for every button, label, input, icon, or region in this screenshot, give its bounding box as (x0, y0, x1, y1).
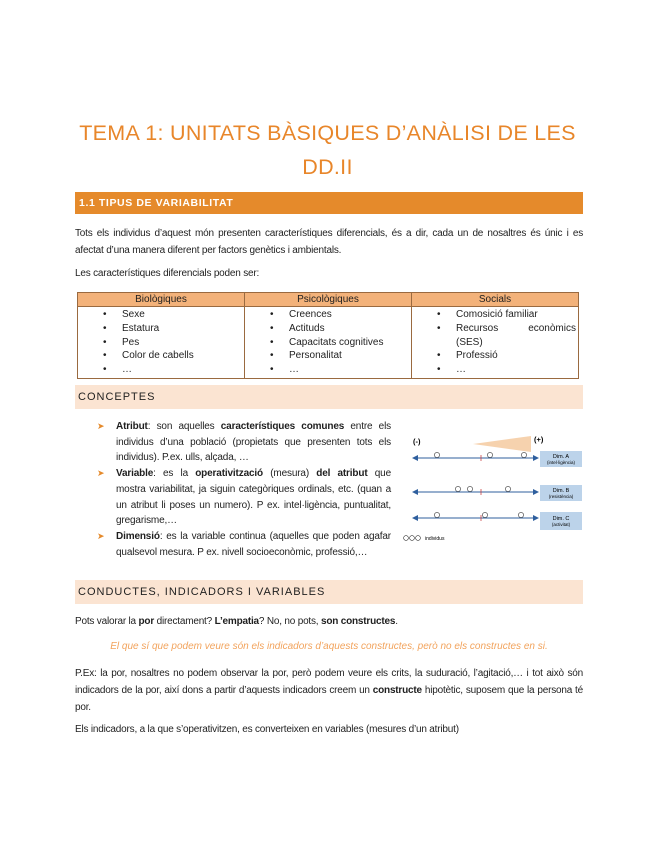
dim-a-label: Dim. A (552, 454, 570, 460)
concept-text: : es la variable continua (aquelles que poden agafar qualsevol mesura. P ex. nivell socioeconòmic, professió,… (116, 530, 391, 558)
table-header-biological: Biològiques (78, 293, 245, 307)
paragraph-text: hipotètic, suposem que la persona té por. (75, 685, 583, 713)
legend-person-icon (416, 536, 421, 541)
psychological-cell (245, 307, 412, 379)
list-item: • Capacitats cognitives (245, 336, 409, 350)
paragraph-text: . (395, 616, 398, 627)
list-item-justified-line (456, 322, 576, 336)
intro-paragraph: Tots els individus d’aquest món presenten característiques diferencials, és a dir, cada un de nosaltres és únic i es afectat d’una manera diferent per factors genètics i ambientals. (75, 228, 583, 256)
dim-b-sublabel: (resistència) (548, 494, 574, 499)
person-icon (505, 486, 510, 491)
paragraph-text: Pots valorar la (75, 616, 139, 627)
list-item: • … (245, 363, 409, 377)
person-icon (455, 486, 460, 491)
concept-text: (mesura) (263, 468, 317, 480)
list-item (412, 322, 576, 350)
concept-text: entre els individus d’una població (propietats que presenten tots els individus). P.ex. ulls, alçada, … (116, 421, 391, 464)
conductes-paragraph-3: Els indicadors, a la que s’operativitzen, es converteixen en variables (mesures d’un atribut) (75, 724, 459, 735)
concept-emphasis: operativització (195, 468, 263, 480)
list-item: • … (78, 363, 242, 377)
dim-b-label: Dim. B (552, 488, 570, 494)
list-item: • … (412, 363, 576, 377)
arrow-bullet-icon: ➤ (97, 530, 105, 541)
concept-term: Variable (116, 468, 154, 480)
arrow-bullet-icon: ➤ (97, 468, 105, 479)
list-item-text: (SES) (456, 336, 483, 348)
biological-cell (78, 307, 245, 379)
person-icon (482, 512, 487, 517)
paragraph-emphasis: por (138, 616, 155, 627)
characteristics-table (77, 292, 579, 379)
concepts-list (97, 419, 391, 560)
concept-text: que mostra variabilitat, ja siguin categòriques ordinals, etc. (quan a un atribut li poses un numero). P ex. intel·ligència, puntualitat, gregarisme,… (116, 468, 391, 527)
list-item: • Professió (412, 349, 576, 363)
person-icon (434, 452, 439, 457)
paragraph-emphasis: constructe (372, 685, 422, 696)
concept-atribut (97, 419, 391, 466)
concept-variable (97, 466, 391, 529)
page-title (60, 116, 595, 184)
concept-text: : son aquelles (147, 421, 221, 432)
paragraph-emphasis: L’empatia (214, 616, 259, 627)
legend-person-icon (410, 536, 415, 541)
list-item: • Estatura (78, 322, 242, 336)
dim-b-individuals (455, 486, 510, 495)
figure-plus-label: (+) (534, 435, 544, 444)
lead-paragraph: Les característiques diferencials poden ser: (75, 268, 260, 279)
person-icon (487, 452, 492, 457)
list-item: • Pes (78, 336, 242, 350)
psychological-list (245, 308, 409, 377)
table-header-social: Socials (412, 293, 579, 307)
person-icon (434, 512, 439, 517)
figure-minus-label: (-) (413, 437, 421, 446)
paragraph-emphasis: son constructes (320, 616, 396, 627)
page-title-line1: TEMA 1: UNITATS BÀSIQUES D’ANÀLISI DE LES (79, 121, 576, 145)
concept-emphasis: del atribut (316, 468, 368, 480)
section-heading-conductes: CONDUCTES, INDICADORS I VARIABLES (75, 580, 583, 604)
arrow-bullet-icon: ➤ (97, 421, 105, 431)
section-heading-concepts: CONCEPTES (75, 385, 583, 409)
concept-text: : es la (153, 468, 196, 480)
list-item: • Personalitat (245, 349, 409, 363)
person-icon (467, 486, 472, 491)
social-list (412, 308, 576, 377)
list-item: • Comosició familiar (412, 308, 576, 322)
legend-person-icon (404, 536, 409, 541)
dim-a-sublabel: (intel·ligència) (546, 460, 576, 465)
page-title-line2: DD.II (302, 155, 353, 179)
conductes-paragraph-1 (75, 613, 583, 630)
highlight-quote: El que sí que podem veure són els indicadors d’aquests constructes, però no els constructes en si. (110, 641, 548, 652)
concept-term: Dimensió (116, 530, 160, 542)
concept-dimensio (97, 529, 391, 560)
social-cell (412, 307, 579, 379)
section-heading-variabilitat: 1.1 TIPUS DE VARIABILITAT (75, 192, 583, 214)
paragraph-text: directament? (154, 616, 215, 627)
dim-c-individuals (434, 512, 523, 521)
list-item: • Actituds (245, 322, 409, 336)
table-header-row (78, 293, 579, 307)
paragraph-text: ? No, no pots, (258, 616, 321, 627)
table-header-psychological: Psicològiques (245, 293, 412, 307)
conductes-paragraph-2 (75, 665, 583, 716)
dim-a-individuals (434, 452, 526, 461)
list-item-text: econòmics (528, 322, 576, 334)
dim-c-label: Dim. C (552, 516, 570, 522)
paragraph-text: P.Ex: la por, nosaltres no podem observar la por, però podem veure els crits, la suduració, l’agitació,… i tot això són indicadors de la por, així dons a partir d’aquests indicadors creem un (75, 668, 583, 696)
person-icon (518, 512, 523, 517)
concept-emphasis: característiques comunes (220, 421, 345, 432)
gradient-wedge (473, 436, 531, 452)
table-row (78, 307, 579, 379)
list-item: • Creences (245, 308, 409, 322)
list-item: • Color de cabells (78, 349, 242, 363)
list-item-text: • Recursos (456, 322, 499, 334)
figure-legend-label: individus (425, 536, 445, 542)
biological-list (78, 308, 242, 377)
person-icon (521, 452, 526, 457)
concept-term: Atribut (116, 421, 148, 432)
dim-c-sublabel: (activitat) (551, 522, 571, 527)
dimensions-figure (403, 430, 583, 548)
list-item: • Sexe (78, 308, 242, 322)
